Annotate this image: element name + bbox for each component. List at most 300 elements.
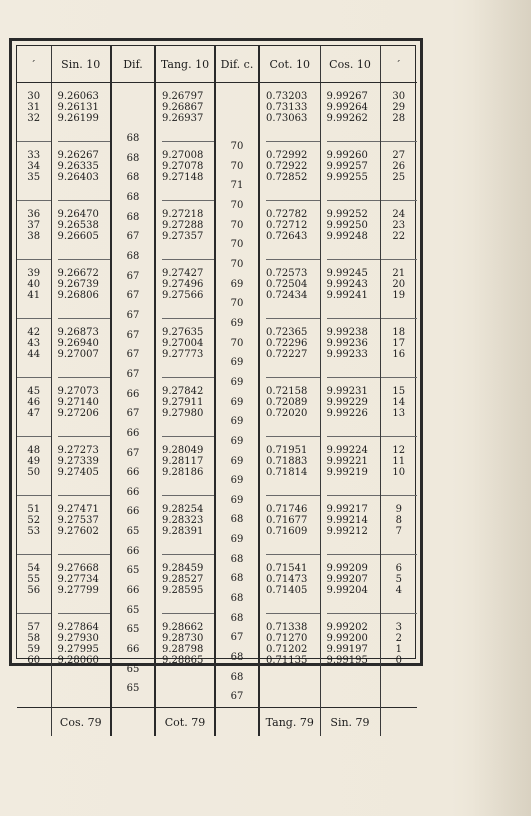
minute-right: 19 (392, 290, 406, 301)
tang-value-group (162, 378, 214, 437)
minute-left: 53 (27, 526, 41, 537)
cos-value: 9.99207 (326, 574, 368, 585)
sin-value-group (58, 614, 111, 673)
minute-right-group (381, 83, 418, 142)
cot-value-group (266, 142, 320, 201)
dif-c-value: 69 (230, 416, 244, 428)
sin-value: 9.26605 (57, 231, 99, 242)
minute-right-group (381, 555, 418, 614)
sin-value: 9.26335 (57, 161, 99, 172)
dif-value: 65 (126, 604, 140, 616)
cot-value: 0.72643 (266, 231, 308, 242)
cot-value-group (266, 437, 320, 496)
minute-right: 16 (392, 349, 406, 360)
dif-value: 65 (126, 565, 140, 577)
tang-value-group (162, 437, 214, 496)
cot-value: 0.72573 (266, 268, 308, 279)
footer-cot-label: Cot. 79 (155, 708, 215, 737)
header-dif-c: Dif. c. (215, 46, 259, 83)
tang-value-group (162, 201, 214, 260)
cos-value: 9.99229 (326, 397, 368, 408)
tang-value-group (162, 555, 214, 614)
dif-c-value: 68 (230, 593, 244, 605)
dif-c-value: 69 (230, 357, 244, 369)
minute-left-group (17, 614, 51, 673)
tang-value: 9.27357 (162, 231, 204, 242)
sin-value: 9.27206 (57, 408, 99, 419)
minutes-left-column (17, 83, 51, 708)
footer-blank-left (17, 708, 51, 737)
tang-value: 9.27566 (162, 290, 204, 301)
minute-right: 7 (395, 526, 402, 537)
tang-value: 9.27218 (162, 209, 204, 220)
minute-right-group (381, 378, 418, 437)
cot-column (259, 83, 320, 708)
cos-value: 9.99209 (326, 563, 368, 574)
sin-value-group (58, 83, 111, 142)
tang-value: 9.27911 (162, 397, 204, 408)
dif-column (111, 83, 155, 708)
sin-value-group (58, 378, 111, 437)
cos-value-group (327, 555, 380, 614)
cot-value: 0.71473 (266, 574, 308, 585)
sin-value: 9.26470 (57, 209, 99, 220)
minute-right: 21 (392, 268, 406, 279)
sin-value-group (58, 319, 111, 378)
minute-right: 12 (392, 445, 406, 456)
sin-value: 9.27471 (57, 504, 99, 515)
sin-value: 9.27007 (57, 349, 99, 360)
tang-value: 9.27078 (162, 161, 204, 172)
minute-right: 29 (392, 102, 406, 113)
cot-value: 0.72504 (266, 279, 308, 290)
minute-left: 41 (27, 290, 41, 301)
cos-value: 9.99200 (326, 633, 368, 644)
tang-value: 9.28798 (162, 644, 204, 655)
tang-value: 9.27148 (162, 172, 204, 183)
minute-right: 27 (392, 150, 406, 161)
dif-value: 67 (126, 368, 140, 380)
dif-value: 67 (126, 309, 140, 321)
dif-c-value: 70 (230, 199, 244, 211)
minute-right: 23 (392, 220, 406, 231)
cos-value: 9.99236 (326, 338, 368, 349)
tang-value-group (162, 83, 214, 142)
sin-value: 9.27140 (57, 397, 99, 408)
dif-value: 65 (126, 663, 140, 675)
dif-c-value: 70 (230, 141, 244, 152)
cos-value-group (327, 614, 380, 673)
minute-left-group (17, 142, 51, 201)
dif-c-value: 70 (230, 160, 244, 172)
dif-c-value: 70 (230, 239, 244, 251)
sin-value: 9.26199 (57, 113, 99, 124)
cot-value: 0.72712 (266, 220, 308, 231)
sin-value-group (58, 142, 111, 201)
dif-value: 66 (126, 644, 140, 656)
tang-value: 9.28459 (162, 563, 204, 574)
cos-value: 9.99197 (326, 644, 368, 655)
cot-value: 0.72992 (266, 150, 308, 161)
sin-value-group (58, 260, 111, 319)
minute-left: 49 (27, 456, 41, 467)
cos-column (320, 83, 380, 708)
minute-left: 39 (27, 268, 41, 279)
cot-value: 0.72852 (266, 172, 308, 183)
footer-cos-label: Cos. 79 (51, 708, 111, 737)
footer-blank-difc (215, 708, 259, 737)
sin-value: 9.27602 (57, 526, 99, 537)
cos-value: 9.99221 (326, 456, 368, 467)
tang-value: 9.26867 (162, 102, 204, 113)
minute-left: 46 (27, 397, 41, 408)
cos-value-group (327, 260, 380, 319)
dif-value: 67 (126, 447, 140, 459)
minute-left-group (17, 378, 51, 437)
sin-value: 9.27537 (57, 515, 99, 526)
tang-value: 9.28595 (162, 585, 204, 596)
dif-c-value: 70 (230, 219, 244, 231)
minute-right-group (381, 437, 418, 496)
tang-value: 9.28323 (162, 515, 204, 526)
tang-value: 9.27842 (162, 386, 204, 397)
cot-value: 0.72227 (266, 349, 308, 360)
dif-value: 67 (126, 329, 140, 341)
dif-c-value: 68 (230, 671, 244, 683)
cot-value-group (266, 319, 320, 378)
minute-right: 18 (392, 327, 406, 338)
footer-sin-label: Sin. 79 (320, 708, 380, 737)
minute-right: 30 (392, 91, 406, 102)
tang-value: 9.27427 (162, 268, 204, 279)
dif-value: 68 (126, 152, 140, 164)
minute-right: 14 (392, 397, 406, 408)
sin-column (51, 83, 111, 708)
sin-value-group (58, 201, 111, 260)
minute-right-group (381, 496, 418, 555)
cot-value: 0.72158 (266, 386, 308, 397)
tang-value: 9.28391 (162, 526, 204, 537)
cot-value-group (266, 260, 320, 319)
dif-value: 68 (126, 211, 140, 223)
sin-value: 9.26672 (57, 268, 99, 279)
dif-c-value: 68 (230, 514, 244, 526)
cos-value: 9.99250 (326, 220, 368, 231)
cot-value: 0.71270 (266, 633, 308, 644)
cot-value: 0.71202 (266, 644, 308, 655)
cos-value: 9.99224 (326, 445, 368, 456)
dif-c-value: 69 (230, 534, 244, 546)
dif-c-value: 70 (230, 337, 244, 349)
cos-value-group (327, 437, 380, 496)
dif-value: 68 (126, 191, 140, 203)
minute-right-group (381, 260, 418, 319)
header-minutes-left: ′ (17, 46, 51, 83)
minute-right: 1 (395, 644, 402, 655)
minute-left: 38 (27, 231, 41, 242)
tang-value-group (162, 319, 214, 378)
dif-value: 67 (126, 270, 140, 282)
minute-right: 8 (395, 515, 402, 526)
dif-c-value: 69 (230, 396, 244, 408)
dif-value: 66 (126, 467, 140, 479)
dif-c-value: 69 (230, 278, 244, 290)
cot-value: 0.72365 (266, 327, 308, 338)
sin-value: 9.27668 (57, 563, 99, 574)
dif-c-value: 67 (230, 632, 244, 644)
header-cos: Cos. 10 (320, 46, 380, 83)
cos-value: 9.99248 (326, 231, 368, 242)
minute-left: 32 (27, 113, 41, 124)
minute-left-group (17, 555, 51, 614)
tang-value: 9.27773 (162, 349, 204, 360)
dif-c-value: 71 (230, 180, 244, 192)
minute-right: 24 (392, 209, 406, 220)
dif-value: 65 (126, 683, 140, 695)
cot-value: 0.72020 (266, 408, 308, 419)
sin-value: 9.27405 (57, 467, 99, 478)
sin-value-group (58, 496, 111, 555)
minute-right: 15 (392, 386, 406, 397)
sin-value: 9.28060 (57, 655, 99, 666)
minute-left-group (17, 496, 51, 555)
sin-value: 9.27930 (57, 633, 99, 644)
minute-left: 30 (27, 91, 41, 102)
sin-value: 9.26063 (57, 91, 99, 102)
tang-value-group (162, 496, 214, 555)
cos-value: 9.99214 (326, 515, 368, 526)
cos-value-group (327, 378, 380, 437)
dif-c-value: 69 (230, 455, 244, 467)
minute-left: 54 (27, 563, 41, 574)
sin-value: 9.26403 (57, 172, 99, 183)
tang-value: 9.27980 (162, 408, 204, 419)
dif-c-value: 69 (230, 494, 244, 506)
body-row (17, 83, 417, 708)
dif-value: 67 (126, 290, 140, 302)
header-minutes-right: ′ (380, 46, 417, 83)
minute-right: 5 (395, 574, 402, 585)
sin-value: 9.26873 (57, 327, 99, 338)
cos-value-group (327, 142, 380, 201)
sin-value: 9.27073 (57, 386, 99, 397)
sin-value-group (58, 437, 111, 496)
tang-value: 9.28662 (162, 622, 204, 633)
dif-value: 67 (126, 231, 140, 243)
minute-left: 58 (27, 633, 41, 644)
footer-blank-dif (111, 708, 155, 737)
cot-value: 0.72089 (266, 397, 308, 408)
minute-left: 48 (27, 445, 41, 456)
sin-value: 9.26940 (57, 338, 99, 349)
minute-left-group (17, 319, 51, 378)
cos-value-group (327, 201, 380, 260)
sin-value: 9.26131 (57, 102, 99, 113)
header-dif: Dif. (111, 46, 155, 83)
sin-value-group (58, 555, 111, 614)
cot-value: 0.73133 (266, 102, 308, 113)
dif-c-value: 68 (230, 652, 244, 664)
tang-value-group (162, 142, 214, 201)
dif-value: 67 (126, 408, 140, 420)
cos-value: 9.99264 (326, 102, 368, 113)
minute-right: 25 (392, 172, 406, 183)
cot-value: 0.71609 (266, 526, 308, 537)
cos-value: 9.99252 (326, 209, 368, 220)
cos-value: 9.99212 (326, 526, 368, 537)
cot-value: 0.72782 (266, 209, 308, 220)
sin-value: 9.27273 (57, 445, 99, 456)
sin-value: 9.27339 (57, 456, 99, 467)
cot-value-group (266, 201, 320, 260)
dif-c-value: 68 (230, 573, 244, 585)
cos-value: 9.99262 (326, 113, 368, 124)
header-cot: Cot. 10 (259, 46, 320, 83)
tang-value: 9.28865 (162, 655, 204, 666)
tang-value: 9.28186 (162, 467, 204, 478)
dif-value: 66 (126, 545, 140, 557)
tang-value: 9.28117 (162, 456, 204, 467)
cos-value: 9.99241 (326, 290, 368, 301)
tang-value: 9.26797 (162, 91, 204, 102)
cot-value-group (266, 83, 320, 142)
dif-value: 66 (126, 585, 140, 597)
minute-right: 22 (392, 231, 406, 242)
minute-left: 43 (27, 338, 41, 349)
minute-left: 44 (27, 349, 41, 360)
minute-right-group (381, 142, 418, 201)
cos-value-group (327, 319, 380, 378)
minute-right-group (381, 201, 418, 260)
cos-value: 9.99267 (326, 91, 368, 102)
cot-value: 0.71338 (266, 622, 308, 633)
minute-left: 40 (27, 279, 41, 290)
cos-value: 9.99233 (326, 349, 368, 360)
tang-value-group (162, 260, 214, 319)
minute-left: 45 (27, 386, 41, 397)
tang-value: 9.28049 (162, 445, 204, 456)
minute-left: 55 (27, 574, 41, 585)
dif-c-value: 69 (230, 435, 244, 447)
dif-c-value: 69 (230, 317, 244, 329)
cot-value: 0.71746 (266, 504, 308, 515)
cos-value: 9.99255 (326, 172, 368, 183)
page-edge-shadow (471, 0, 531, 816)
dif-c-value: 68 (230, 553, 244, 565)
header-tang: Tang. 10 (155, 46, 215, 83)
cos-value: 9.99204 (326, 585, 368, 596)
footer-row (17, 708, 417, 737)
cos-value: 9.99260 (326, 150, 368, 161)
minute-left: 50 (27, 467, 41, 478)
cot-value: 0.73203 (266, 91, 308, 102)
dif-value: 65 (126, 624, 140, 636)
cos-value: 9.99226 (326, 408, 368, 419)
cos-value: 9.99217 (326, 504, 368, 515)
minute-right: 9 (395, 504, 402, 515)
minute-left: 57 (27, 622, 41, 633)
minute-right: 17 (392, 338, 406, 349)
cos-value: 9.99243 (326, 279, 368, 290)
cot-value: 0.71677 (266, 515, 308, 526)
minute-left-group (17, 201, 51, 260)
dif-c-value: 70 (230, 298, 244, 310)
header-row (17, 46, 417, 83)
cot-value: 0.71814 (266, 467, 308, 478)
minute-right: 2 (395, 633, 402, 644)
minute-left-group (17, 260, 51, 319)
tang-value: 9.28527 (162, 574, 204, 585)
sin-value: 9.26538 (57, 220, 99, 231)
table-inner-frame (16, 45, 416, 729)
dif-value: 68 (126, 172, 140, 184)
minute-right: 0 (395, 655, 402, 666)
minute-left: 51 (27, 504, 41, 515)
minute-right-group (381, 319, 418, 378)
minute-left: 31 (27, 102, 41, 113)
tang-value: 9.28254 (162, 504, 204, 515)
cot-value-group (266, 496, 320, 555)
sin-value: 9.26739 (57, 279, 99, 290)
dif-c-value: 69 (230, 475, 244, 487)
minute-right: 26 (392, 161, 406, 172)
trig-table (17, 46, 417, 736)
cot-value: 0.71405 (266, 585, 308, 596)
dif-c-value: 70 (230, 258, 244, 270)
cos-value: 9.99219 (326, 467, 368, 478)
dif-c-column (215, 83, 259, 708)
sin-value: 9.26806 (57, 290, 99, 301)
minute-right: 13 (392, 408, 406, 419)
footer-tang-label: Tang. 79 (259, 708, 320, 737)
tang-value: 9.27004 (162, 338, 204, 349)
minute-right: 4 (395, 585, 402, 596)
cot-value: 0.72922 (266, 161, 308, 172)
dif-value: 66 (126, 388, 140, 400)
dif-c-value: 67 (230, 691, 244, 703)
minute-left: 42 (27, 327, 41, 338)
cot-value: 0.71951 (266, 445, 308, 456)
dif-c-value: 68 (230, 612, 244, 624)
cos-value: 9.99257 (326, 161, 368, 172)
minute-left-group (17, 437, 51, 496)
dif-value: 67 (126, 349, 140, 361)
minute-left-group (17, 83, 51, 142)
sin-value: 9.26267 (57, 150, 99, 161)
tang-value: 9.28730 (162, 633, 204, 644)
cos-value: 9.99202 (326, 622, 368, 633)
minute-left: 56 (27, 585, 41, 596)
minute-left: 60 (27, 655, 41, 666)
dif-value: 66 (126, 486, 140, 498)
minute-right: 6 (395, 563, 402, 574)
minute-right: 28 (392, 113, 406, 124)
cos-value-group (327, 496, 380, 555)
tang-value: 9.27496 (162, 279, 204, 290)
minute-right: 3 (395, 622, 402, 633)
minute-left: 35 (27, 172, 41, 183)
cot-value-group (266, 555, 320, 614)
minute-left: 37 (27, 220, 41, 231)
tang-value: 9.26937 (162, 113, 204, 124)
sin-value: 9.27734 (57, 574, 99, 585)
cot-value: 0.73063 (266, 113, 308, 124)
minutes-right-column (380, 83, 417, 708)
cos-value: 9.99195 (326, 655, 368, 666)
tang-value-group (162, 614, 214, 673)
cot-value-group (266, 614, 320, 673)
minute-left: 59 (27, 644, 41, 655)
